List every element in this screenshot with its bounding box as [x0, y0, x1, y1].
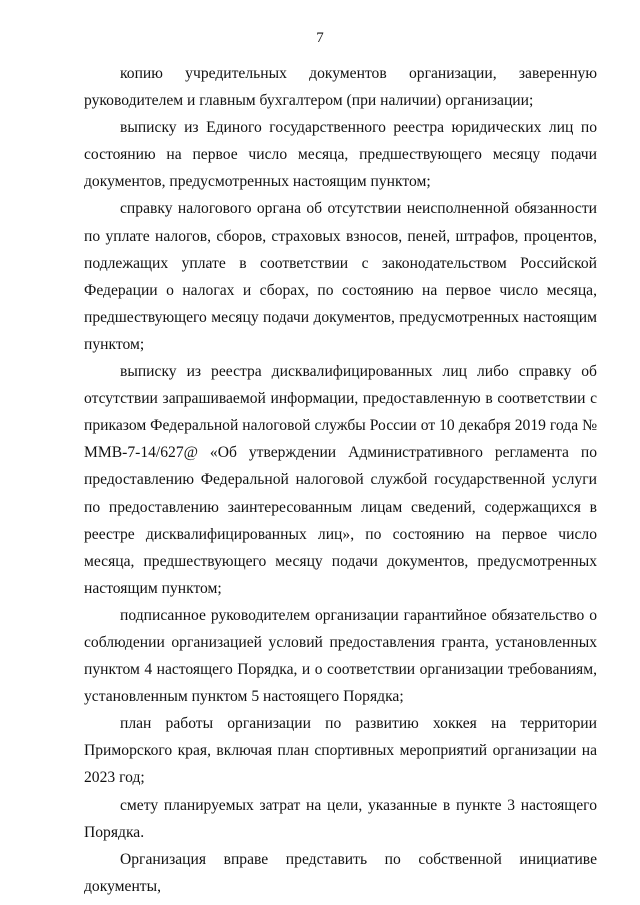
paragraph-cost-estimate: смету планируемых затрат на цели, указанные в пункте 3 настоящего Порядка. [84, 796, 597, 841]
document-body [84, 60, 597, 900]
paragraph-disqualified-registry: выписку из реестра дисквалифицированных лиц либо справку об отсутствии запрашиваемой информации, предоставленную в соответствии с приказом Федеральной налоговой службы России от 10 декабря 2019 года № ММВ-7-14/627@ «Об утверждении Административного регламента по предоставлению Федеральной налоговой службой государственной услуги по предоставлению заинтересованным лицам сведений, содержащихся в реестре дисквалифицированных лиц», по состоянию на первое число месяца, предшествующего месяцу подачи документов, предусмотренных настоящим пунктом; [84, 363, 597, 597]
paragraph-guarantee-obligation: подписанное руководителем организации гарантийное обязательство о соблюдении организацией условий предоставления гранта, установленных пунктом 4 настоящего Порядка, и о соответствии организации требованиям, установленным пунктом 5 настоящего Порядка; [84, 606, 597, 706]
paragraph-work-plan: план работы организации по развитию хоккея на территории Приморского края, включая план спортивных мероприятий организации на 2023 год; [84, 715, 597, 787]
page-number: 7 [316, 30, 324, 46]
paragraph-egrul-extract: выписку из Единого государственного реестра юридических лиц по состоянию на первое число месяца, предшествующего месяцу подачи документов, предусмотренных настоящим пунктом; [84, 119, 597, 191]
paragraph-own-initiative: Организация вправе представить по собственной инициативе документы, [84, 850, 597, 895]
paragraph-charter-copy: копию учредительных документов организации, заверенную руководителем и главным бухгалтером (при наличии) организации; [84, 65, 597, 110]
paragraph-tax-certificate: справку налогового органа об отсутствии неисполненной обязанности по уплате налогов, сборов, страховых взносов, пеней, штрафов, процентов, подлежащих уплате в соответствии с законодательством Российской Федерации о налогах и сборах, по состоянию на первое число месяца, предшествующего месяцу подачи документов, предусмотренных настоящим пунктом; [84, 200, 597, 353]
